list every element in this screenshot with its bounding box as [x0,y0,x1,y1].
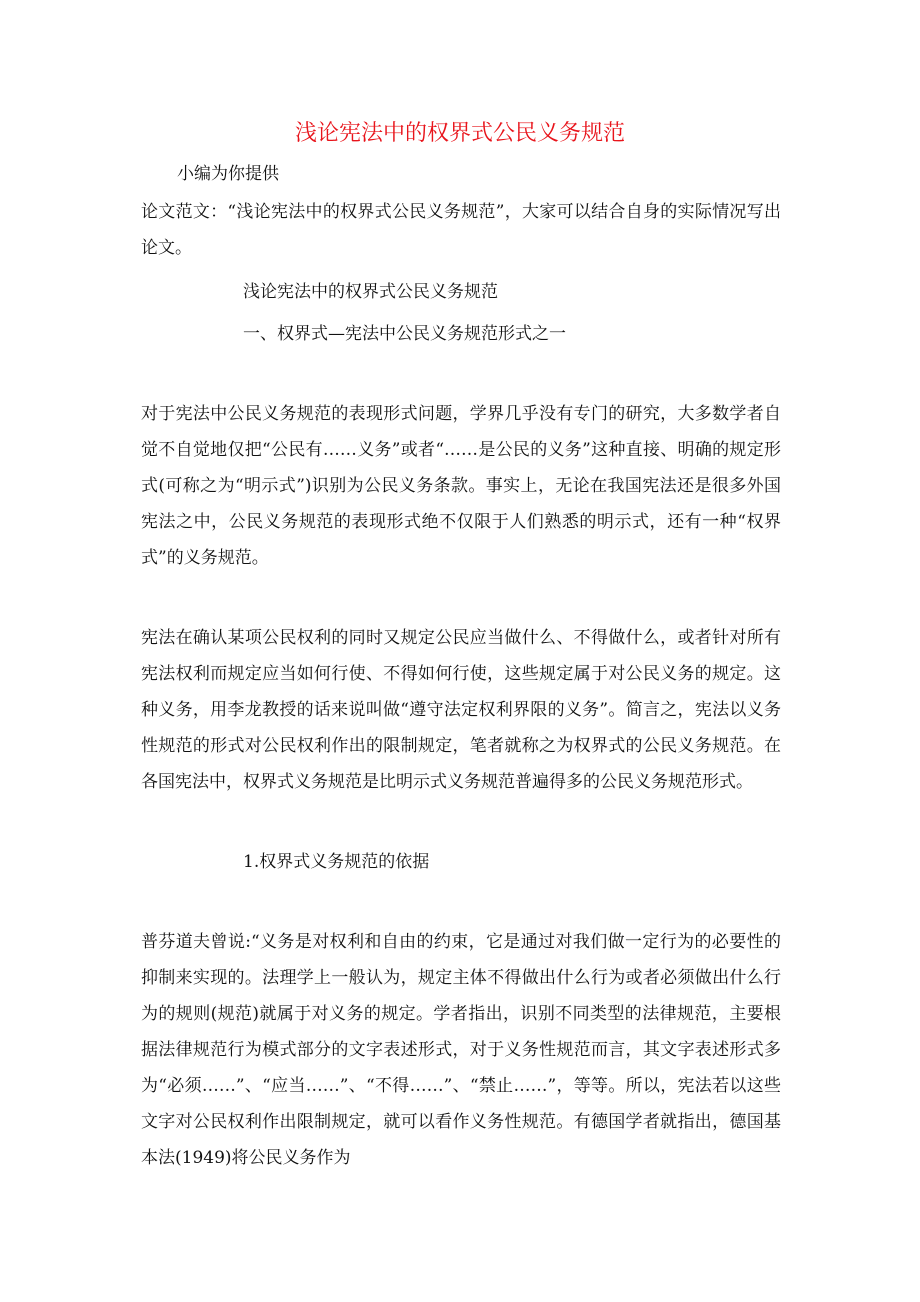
body-paragraph-3: 普芬道夫曾说:“义务是对权利和自由的约束，它是通过对我们做一定行为的必要性的抑制来实现的。法理学上一般认为，规定主体不得做出什么行为或者必须做出什么行为的规则(规范)就属于对义务的规定。学者指出，识别不同类型的法律规范，主要根据法律规范行为模式部分的文字表述形式，对于义务性规范而言，其文字表述形式多为“必须……”、“应当……”、“不得……”、“禁止……”，等等。所以，宪法若以这些文字对公民权利作出限制规定，就可以看作义务性规范。有德国学者就指出，德国基本法(1949)将公民义务作为 [141,932,781,1168]
subsection-heading: 1.权界式义务规范的依据 [243,852,430,872]
document-title: 浅论宪法中的权界式公民义务规范 [294,121,625,146]
intro-paragraph: 论文范文：“浅论宪法中的权界式公民义务规范”，大家可以结合自身的实际情况写出论文。 [141,202,781,258]
body-paragraph-1: 对于宪法中公民义务规范的表现形式问题，学界几乎没有专门的研究，大多数学者自觉不自觉地仅把“公民有……义务”或者“……是公民的义务”这种直接、明确的规定形式(可称之为“明示式”)识别为公民义务条款。事实上，无论在我国宪法还是很多外国宪法之中，公民义务规范的表现形式绝不仅限于人们熟悉的明示式，还有一种“权界式”的义务规范。 [141,404,781,568]
article-subtitle: 浅论宪法中的权界式公民义务规范 [243,282,498,302]
provider-line: 小编为你提供 [177,164,279,184]
body-paragraph-2: 宪法在确认某项公民权利的同时又规定公民应当做什么、不得做什么，或者针对所有宪法权利而规定应当如何行使、不得如何行使，这些规定属于对公民义务的规定。这种义务，用李龙教授的话来说叫做“遵守法定权利界限的义务”。简言之，宪法以义务性规范的形式对公民权利作出的限制规定，笔者就称之为权界式的公民义务规范。在各国宪法中，权界式义务规范是比明示式义务规范普遍得多的公民义务规范形式。 [141,628,781,792]
section-heading: 一、权界式—宪法中公民义务规范形式之一 [243,324,566,344]
